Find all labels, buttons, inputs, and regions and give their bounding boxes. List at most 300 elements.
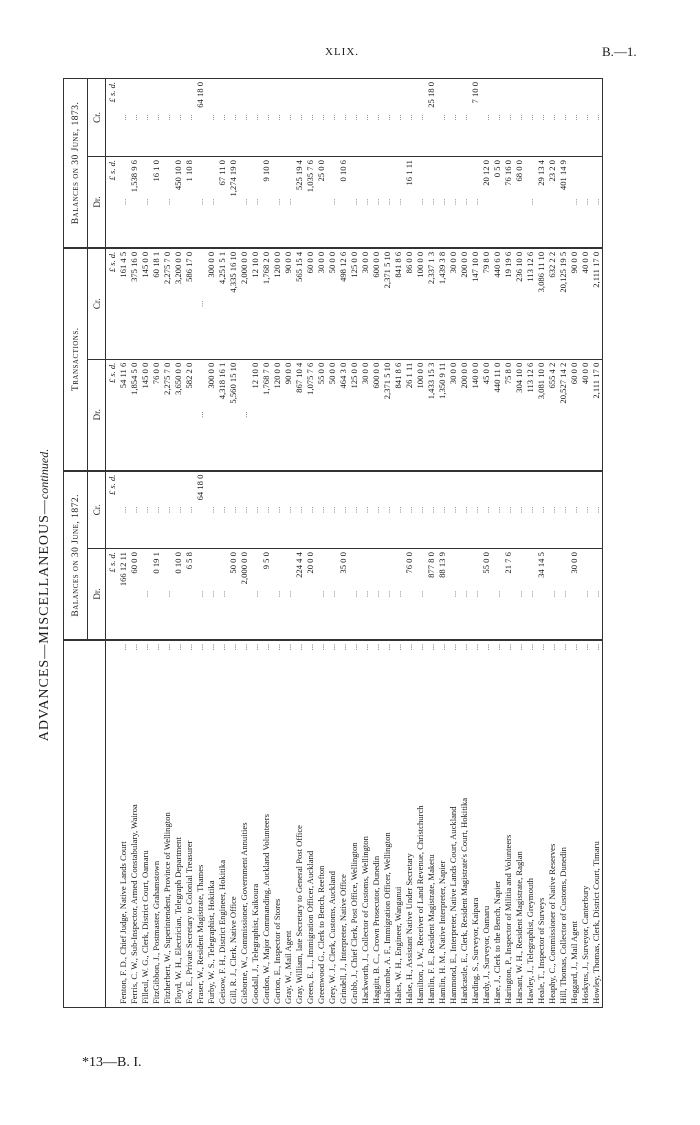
account-cell: [547, 640, 558, 1008]
balance-1873-dr: ...: [448, 157, 459, 248]
balance-1872-dr: ...: [492, 549, 503, 640]
table-row: [118, 79, 129, 1008]
transaction-cr: 145 0 0: [140, 248, 151, 359]
balance-1873-cr: ...: [338, 79, 349, 157]
account-name: Floyd, W. H., Electrician, Telegraph Department: [173, 837, 183, 1004]
account-cell: [151, 640, 162, 1008]
balance-1872-cr: ...: [305, 471, 316, 549]
table-row: [569, 79, 580, 1008]
balance-1872-cr: ...: [470, 471, 481, 549]
balance-1873-cr: ...: [261, 79, 272, 157]
transaction-cr: 147 10 0: [470, 248, 481, 359]
table-row: [294, 79, 305, 1008]
header-cr-1872: Cr.: [88, 471, 106, 549]
balance-1872-dr: 50 0 0: [228, 549, 239, 640]
transaction-dr: 113 12 6: [525, 359, 536, 470]
balance-1873-cr: ...: [525, 79, 536, 157]
balance-1872-cr: ...: [547, 471, 558, 549]
table-row: [261, 79, 272, 1008]
table-row: [514, 79, 525, 1008]
table-row: [195, 79, 206, 1008]
balance-1872-cr: ...: [360, 471, 371, 549]
account-cell: [250, 640, 261, 1008]
account-cell: [569, 640, 580, 1008]
transaction-cr: 1,439 3 8: [437, 248, 448, 359]
balance-1873-cr: ...: [162, 79, 173, 157]
balance-1873-cr: ...: [481, 79, 492, 157]
account-cell: [470, 640, 481, 1008]
account-cell: [426, 640, 437, 1008]
balance-1873-dr: 450 10 0: [173, 157, 184, 248]
units-label: £ s. d.: [106, 157, 119, 248]
balance-1872-cr: ...: [239, 471, 250, 549]
leader-dots: ...: [316, 643, 326, 651]
account-name: Gray, W., Mail Agent: [283, 930, 293, 1004]
leader-dots: ...: [261, 643, 271, 651]
balance-1873-cr: ...: [514, 79, 525, 157]
account-cell: [580, 640, 591, 1008]
balance-1872-dr: ...: [250, 549, 261, 640]
transaction-dr: 55 0 0: [316, 359, 327, 470]
table-row: [316, 79, 327, 1008]
account-cell: [327, 640, 338, 1008]
balance-1872-cr: ...: [580, 471, 591, 549]
account-cell: [492, 640, 503, 1008]
leader-dots: ...: [382, 643, 392, 651]
leader-dots: ...: [580, 643, 590, 651]
balance-1873-cr: 7 10 0: [470, 79, 481, 157]
balance-1873-cr: ...: [591, 79, 603, 157]
balance-1872-dr: ...: [316, 549, 327, 640]
leader-dots: ...: [371, 643, 381, 651]
balance-1872-dr: ...: [360, 549, 371, 640]
balance-1872-cr: ...: [261, 471, 272, 549]
account-name: Hackworth, J., Collector of Customs, Wellington: [360, 836, 370, 1004]
account-cell: [228, 640, 239, 1008]
balance-1873-dr: 0 5 0: [492, 157, 503, 248]
account-name: Heaphy, C., Commissioner of Native Reserves: [547, 843, 557, 1004]
transaction-cr: 632 2 2: [547, 248, 558, 359]
balance-1873-cr: ...: [393, 79, 404, 157]
table-row: [349, 79, 360, 1008]
units-label: £ s. d.: [106, 549, 119, 640]
balance-1873-cr: ...: [569, 79, 580, 157]
account-name: Hoggard, J., Mail Agent: [569, 920, 579, 1004]
transaction-dr: 867 10 4: [294, 359, 305, 470]
balance-1872-dr: ...: [470, 549, 481, 640]
table-row: [558, 79, 569, 1008]
account-cell: [382, 640, 393, 1008]
transaction-cr: 12 10 0: [250, 248, 261, 359]
table-row: [360, 79, 371, 1008]
transaction-dr: 20,527 14 2: [558, 359, 569, 470]
balance-1872-cr: ...: [459, 471, 470, 549]
account-name: Howley, Thomas, Clerk, District Court, Timaru: [591, 841, 601, 1004]
transaction-dr: 1,350 9 11: [437, 359, 448, 470]
transaction-dr: 40 0 0: [580, 359, 591, 470]
balance-1873-cr: ...: [272, 79, 283, 157]
balance-1873-dr: ...: [393, 157, 404, 248]
balance-1872-cr: ...: [492, 471, 503, 549]
table-row: [580, 79, 591, 1008]
table-row: [459, 79, 470, 1008]
balance-1872-dr: 0 19 1: [151, 549, 162, 640]
transaction-cr: 30 0 0: [448, 248, 459, 359]
advances-table: [63, 78, 603, 1008]
balance-1872-cr: ...: [283, 471, 294, 549]
account-cell: [316, 640, 327, 1008]
account-cell: [140, 640, 151, 1008]
account-cell: [217, 640, 228, 1008]
transaction-cr: 90 0 0: [283, 248, 294, 359]
table-row: [184, 79, 195, 1008]
balance-1872-cr: ...: [118, 471, 129, 549]
balance-1873-cr: ...: [118, 79, 129, 157]
leader-dots: ...: [294, 643, 304, 651]
transaction-dr: 200 0 0: [459, 359, 470, 470]
balance-1873-cr: ...: [503, 79, 514, 157]
account-cell: [393, 640, 404, 1008]
transaction-cr: 1,768 2 0: [261, 248, 272, 359]
table-row: [173, 79, 184, 1008]
balance-1872-cr: ...: [437, 471, 448, 549]
account-name: Hammond, E., Interpreter, Native Lands Court, Auckland: [448, 806, 458, 1004]
transaction-dr: 4,318 16 1: [217, 359, 228, 470]
table-row: [250, 79, 261, 1008]
balance-1872-cr: ...: [514, 471, 525, 549]
balance-1872-cr: ...: [206, 471, 217, 549]
table-row: [129, 79, 140, 1008]
account-cell: [195, 640, 206, 1008]
balance-1873-cr: ...: [492, 79, 503, 157]
balance-1873-cr: ...: [327, 79, 338, 157]
balance-1873-dr: ...: [283, 157, 294, 248]
balance-1873-cr: ...: [305, 79, 316, 157]
leader-dots: ...: [514, 643, 524, 651]
transaction-dr: 600 0 0: [371, 359, 382, 470]
balance-1873-dr: 401 14 9: [558, 157, 569, 248]
balance-1872-cr: ...: [349, 471, 360, 549]
account-cell: [129, 640, 140, 1008]
account-cell: [162, 640, 173, 1008]
leader-dots: ...: [404, 643, 414, 651]
balance-1873-dr: 9 10 0: [261, 157, 272, 248]
balance-1872-cr: ...: [316, 471, 327, 549]
transaction-cr: 161 4 5: [118, 248, 129, 359]
balance-1873-cr: ...: [283, 79, 294, 157]
account-cell: [525, 640, 536, 1008]
balance-1873-dr: ...: [349, 157, 360, 248]
balance-1872-cr: ...: [327, 471, 338, 549]
account-name: Hill, Thomas, Collector of Customs, Dunedin: [558, 847, 568, 1004]
leader-dots: ...: [525, 643, 535, 651]
balance-1872-cr: ...: [140, 471, 151, 549]
transaction-dr: 90 0 0: [283, 359, 294, 470]
transaction-cr: 40 0 0: [580, 248, 591, 359]
transaction-cr: 200 0 0: [459, 248, 470, 359]
balance-1872-dr: ...: [591, 549, 603, 640]
account-cell: [261, 640, 272, 1008]
transaction-dr: 464 3 0: [338, 359, 349, 470]
transaction-dr: 45 0 0: [481, 359, 492, 470]
table-row: [283, 79, 294, 1008]
transaction-cr: 79 8 0: [481, 248, 492, 359]
account-cell: [338, 640, 349, 1008]
leader-dots: ...: [184, 643, 194, 651]
balance-1872-cr: ...: [272, 471, 283, 549]
table-row: [503, 79, 514, 1008]
balance-1872-dr: ...: [514, 549, 525, 640]
leader-dots: ...: [591, 643, 601, 651]
leader-dots: ...: [283, 643, 293, 651]
units-label: £ s. d.: [106, 359, 119, 470]
balance-1873-cr: ...: [547, 79, 558, 157]
balance-1873-cr: ...: [184, 79, 195, 157]
balance-1873-dr: ...: [371, 157, 382, 248]
page-number: XLIX.: [325, 46, 360, 58]
units-label: £ s. d.: [106, 248, 119, 359]
balance-1872-dr: 0 10 0: [173, 549, 184, 640]
transaction-cr: 90 0 0: [569, 248, 580, 359]
transaction-dr: 30 0 0: [448, 359, 459, 470]
balance-1872-dr: 34 14 5: [536, 549, 547, 640]
leader-dots: ...: [459, 643, 469, 651]
account-name: Haggitt, B. C., Crown Prosecutor, Dunedin: [371, 855, 381, 1004]
balance-1872-dr: ...: [393, 549, 404, 640]
balance-1872-cr: ...: [393, 471, 404, 549]
balance-1873-dr: ...: [162, 157, 173, 248]
transaction-dr: 1,433 15 3: [426, 359, 437, 470]
transaction-dr: 1,075 7 6: [305, 359, 316, 470]
balance-1872-cr: ...: [371, 471, 382, 549]
leader-dots: ...: [503, 643, 513, 651]
table-row: [404, 79, 415, 1008]
table-row: [437, 79, 448, 1008]
balance-1872-cr: ...: [151, 471, 162, 549]
balance-1872-cr: ...: [404, 471, 415, 549]
leader-dots: ...: [536, 643, 546, 651]
account-name: Hardcastle, E., Clerk, Resident Magistrate's Court, Hokitika: [459, 797, 469, 1004]
balance-1872-dr: 9 5 0: [261, 549, 272, 640]
balance-1873-cr: ...: [437, 79, 448, 157]
balance-1872-cr: ...: [481, 471, 492, 549]
transaction-cr: 4,335 16 10: [228, 248, 239, 359]
leader-dots: ...: [393, 643, 403, 651]
leader-dots: ...: [558, 643, 568, 651]
balance-1873-cr: ...: [140, 79, 151, 157]
balance-1872-dr: ...: [547, 549, 558, 640]
balance-1873-dr: ...: [591, 157, 603, 248]
balance-1873-dr: 1 10 8: [184, 157, 195, 248]
balance-1873-cr: ...: [316, 79, 327, 157]
balance-1873-cr: ...: [448, 79, 459, 157]
transaction-dr: 54 11 6: [118, 359, 129, 470]
balance-1873-dr: ...: [470, 157, 481, 248]
table-row: [525, 79, 536, 1008]
table-row: [305, 79, 316, 1008]
transaction-cr: 565 15 4: [294, 248, 305, 359]
header-transactions: Transactions.: [64, 248, 88, 471]
header-balances-1873: Balances on 30 June, 1873.: [64, 79, 88, 248]
transaction-cr: 3,200 0 0: [173, 248, 184, 359]
balance-1873-cr: ...: [129, 79, 140, 157]
transaction-cr: 30 0 0: [316, 248, 327, 359]
leader-dots: ...: [151, 643, 161, 651]
balance-1873-dr: 25 0 0: [316, 157, 327, 248]
account-cell: [459, 640, 470, 1008]
header-dr-1873: Dr.: [88, 157, 106, 248]
leader-dots: ...: [206, 643, 216, 651]
balance-1873-cr: ...: [536, 79, 547, 157]
transaction-dr: 304 10 0: [514, 359, 525, 470]
balance-1872-dr: 21 7 6: [503, 549, 514, 640]
account-name: Filleul, W. G., Clerk, District Court, Oamaru: [140, 850, 150, 1004]
leader-dots: ...: [228, 643, 238, 651]
balance-1873-dr: 68 0 0: [514, 157, 525, 248]
balance-1873-cr: 25 18 0: [426, 79, 437, 157]
balance-1872-dr: ...: [162, 549, 173, 640]
units-row: [106, 79, 119, 1008]
transaction-dr: 12 10 0: [250, 359, 261, 470]
transaction-cr: 375 16 0: [129, 248, 140, 359]
balance-1873-dr: ...: [327, 157, 338, 248]
table-body: [106, 79, 603, 1008]
balance-1873-dr: ...: [580, 157, 591, 248]
transaction-cr: 100 0 0: [415, 248, 426, 359]
balance-1872-dr: 76 0 0: [404, 549, 415, 640]
balance-1872-dr: ...: [525, 549, 536, 640]
account-name: Heale, T., Inspector of Surveys: [536, 897, 546, 1004]
header-balances-1872: Balances on 30 June, 1872.: [64, 471, 88, 640]
balance-1872-dr: ...: [459, 549, 470, 640]
table-row: [239, 79, 250, 1008]
table-row: [448, 79, 459, 1008]
table-row: [481, 79, 492, 1008]
account-name: FitzGibbon, J., Postmaster, Grahamstown: [151, 860, 161, 1004]
balance-1872-dr: ...: [272, 549, 283, 640]
page-title: [37, 275, 59, 915]
table-row: [393, 79, 404, 1008]
leader-dots: ...: [217, 643, 227, 651]
balance-1872-cr: ...: [129, 471, 140, 549]
transaction-dr: 125 0 0: [349, 359, 360, 470]
account-cell: [415, 640, 426, 1008]
balance-1872-dr: ...: [371, 549, 382, 640]
balance-1872-dr: 30 0 0: [569, 549, 580, 640]
account-name: Fenton, F. D., Chief Judge, Native Lands Court: [118, 841, 128, 1004]
header-cr-trans: Cr.: [88, 248, 106, 359]
balance-1873-dr: ...: [382, 157, 393, 248]
account-cell: [349, 640, 360, 1008]
balance-1872-dr: ...: [327, 549, 338, 640]
balance-1873-cr: 64 18 0: [195, 79, 206, 157]
transaction-cr: 236 10 0: [514, 248, 525, 359]
account-cell: [118, 640, 129, 1008]
document-reference: B.—1.: [602, 44, 637, 59]
balance-1873-dr: 0 10 6: [338, 157, 349, 248]
account-cell: [404, 640, 415, 1008]
transaction-cr: 2,371 5 10: [382, 248, 393, 359]
header-cr-1873: Cr.: [88, 79, 106, 157]
balance-1873-cr: ...: [217, 79, 228, 157]
balance-1872-dr: ...: [382, 549, 393, 640]
table-row: [536, 79, 547, 1008]
table-row: [338, 79, 349, 1008]
transaction-cr: 30 0 0: [360, 248, 371, 359]
account-name: Harington, P., Inspector of Militia and Volunteers: [503, 834, 513, 1004]
table-row: [217, 79, 228, 1008]
transaction-dr: 1,768 7 0: [261, 359, 272, 470]
transaction-dr: 145 0 0: [140, 359, 151, 470]
account-name: Ferris, C. W., Sub-Inspector, Armed Constabulary, Wairoa: [129, 804, 139, 1004]
balance-1872-dr: 224 4 4: [294, 549, 305, 640]
leader-dots: ...: [426, 643, 436, 651]
account-name: Greenwood G., Clerk to Bench, Reefton: [316, 865, 326, 1004]
transaction-dr: 140 0 0: [470, 359, 481, 470]
account-name: Fox, E., Private Secretary to Colonial Treasurer: [184, 840, 194, 1004]
transaction-cr: 2,275 7 0: [162, 248, 173, 359]
balance-1872-cr: ...: [503, 471, 514, 549]
transaction-dr: 2,275 7 0: [162, 359, 173, 470]
balance-1872-dr: ...: [349, 549, 360, 640]
transaction-dr: 30 0 0: [360, 359, 371, 470]
account-cell: [514, 640, 525, 1008]
transaction-cr: 498 12 6: [338, 248, 349, 359]
account-cell: [272, 640, 283, 1008]
balance-1872-dr: ...: [206, 549, 217, 640]
balance-1873-dr: ...: [437, 157, 448, 248]
transaction-cr: 86 0 0: [404, 248, 415, 359]
balance-1872-cr: ...: [294, 471, 305, 549]
account-name: Grubb, J., Chief Clerk, Post Office, Wellington: [349, 842, 359, 1004]
account-cell: [283, 640, 294, 1008]
balance-1873-dr: ...: [206, 157, 217, 248]
balance-1873-dr: 525 19 4: [294, 157, 305, 248]
transaction-cr: 440 6 0: [492, 248, 503, 359]
transaction-dr: 100 0 0: [415, 359, 426, 470]
transaction-cr: 125 0 0: [349, 248, 360, 359]
table-row: [382, 79, 393, 1008]
leader-dots: ...: [492, 643, 502, 651]
account-name: Hamlin, F. E., Resident Magistrate, Maketu: [426, 854, 436, 1004]
balance-1872-cr: ...: [415, 471, 426, 549]
balance-1872-cr: ...: [250, 471, 261, 549]
table-row: [470, 79, 481, 1008]
account-name: Fitzherbert, W., Superintendent, Province of Wellington: [162, 812, 172, 1004]
transaction-dr: 75 8 0: [503, 359, 514, 470]
leader-dots: ...: [349, 643, 359, 651]
leader-dots: ...: [338, 643, 348, 651]
balance-1873-dr: ...: [525, 157, 536, 248]
balance-1873-cr: ...: [250, 79, 261, 157]
transaction-dr: 582 2 0: [184, 359, 195, 470]
balance-1873-cr: ...: [294, 79, 305, 157]
transaction-dr: 3,081 10 0: [536, 359, 547, 470]
account-name: Hales, W. H., Engineer, Wanganui: [393, 886, 403, 1004]
account-cell: [173, 640, 184, 1008]
balance-1873-dr: ...: [426, 157, 437, 248]
leader-dots: ...: [305, 643, 315, 651]
transaction-dr: 300 0 0: [206, 359, 217, 470]
leader-dots: ...: [250, 643, 260, 651]
balance-1873-dr: ...: [118, 157, 129, 248]
transaction-dr: 2,371 5 10: [382, 359, 393, 470]
account-cell: [294, 640, 305, 1008]
balance-1872-cr: ...: [558, 471, 569, 549]
balance-1873-dr: 29 13 4: [536, 157, 547, 248]
balance-1872-cr: ...: [536, 471, 547, 549]
balance-1872-cr: ...: [228, 471, 239, 549]
